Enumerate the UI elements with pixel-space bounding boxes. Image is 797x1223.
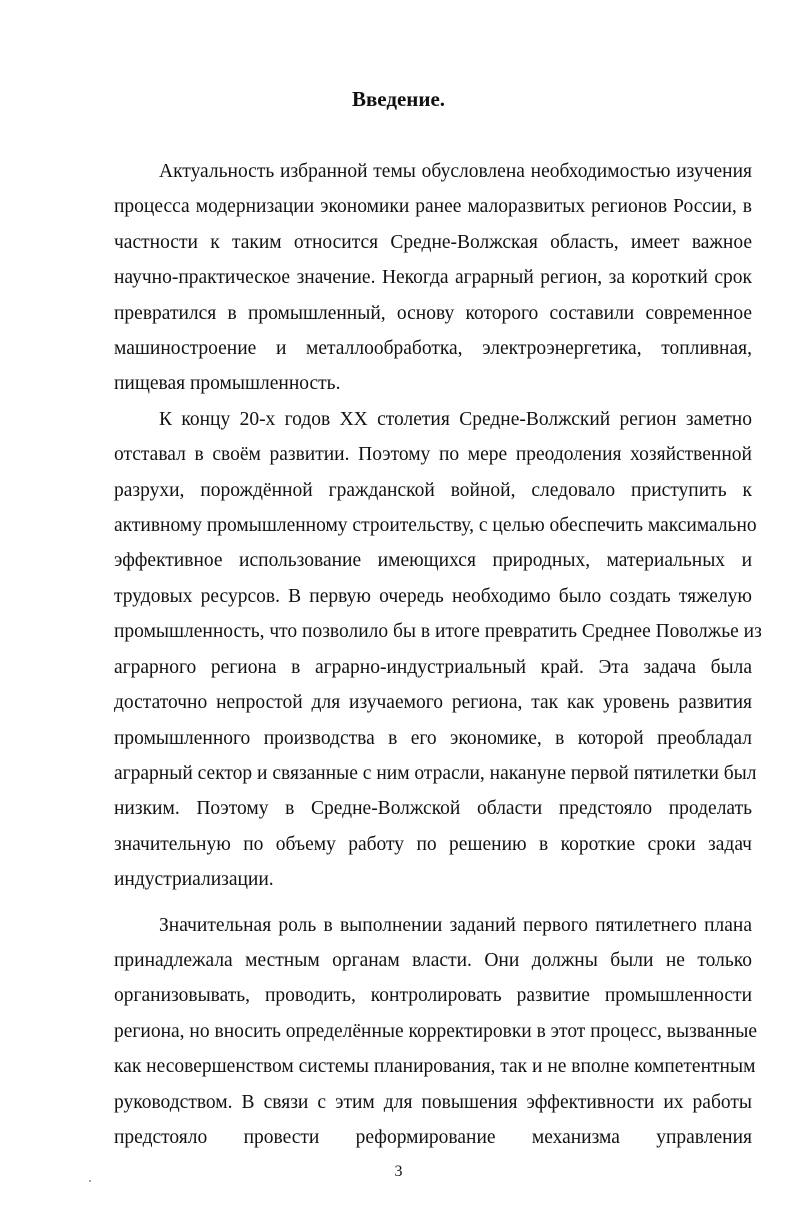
text-line: принадлежала местным органам власти. Они должны были не только	[114, 949, 752, 971]
text-line: Значительная роль в выполнении заданий первого пятилетнего плана	[159, 914, 752, 936]
section-title: Введение.	[351, 87, 446, 111]
text-line: Актуальность избранной темы обусловлена необходимостью изучения	[159, 161, 752, 182]
text-line: частности к таким относится Средне-Волжская область, имеет важное	[114, 231, 752, 253]
text-line: промышленность, что позволило бы в итоге превратить Среднее Поволжье из	[114, 621, 762, 643]
paragraph-3	[114, 908, 758, 1156]
text-line: индустриализации.	[114, 869, 274, 891]
page-number: 3	[394, 1163, 403, 1180]
text-line: превратился в промышленный, основу которого составили современное	[114, 302, 752, 324]
scan-artifact-dot	[89, 1180, 91, 1182]
text-line: низким. Поэтому в Средне-Волжской области предстояло проделать	[114, 798, 752, 820]
text-line: региона, но вносить определённые корректировки в этот процесс, вызванные	[114, 1020, 758, 1042]
body-text	[114, 154, 762, 1155]
text-line: процесса модернизации экономики ранее малоразвитых регионов России, в	[114, 196, 752, 218]
text-line: научно-практическое значение. Некогда аграрный регион, за короткий срок	[114, 267, 752, 289]
text-line: промышленного производства в его экономике, в которой преобладал	[114, 727, 752, 749]
text-line: машиностроение и металлообработка, электроэнергетика, топливная,	[114, 338, 752, 360]
text-line: аграрного региона в аграрно-индустриальный край. Эта задача была	[114, 656, 752, 678]
text-line: разрухи, порождённой гражданской войной, следовало приступить к	[114, 479, 752, 501]
paragraph-1	[114, 154, 752, 402]
text-line: достаточно непростой для изучаемого региона, так как уровень развития	[114, 692, 752, 714]
text-line: отставал в своём развитии. Поэтому по мере преодоления хозяйственной	[114, 444, 752, 466]
text-line: трудовых ресурсов. В первую очередь необходимо было создать тяжелую	[114, 585, 752, 607]
paragraph-2	[114, 402, 762, 898]
text-line: руководством. В связи с этим для повышения эффективности их работы	[114, 1091, 752, 1113]
paragraph-gap	[114, 898, 752, 908]
text-line: активному промышленному строительству, с целью обеспечить максимально	[114, 515, 757, 537]
text-line: аграрный сектор и связанные с ним отрасли, накануне первой пятилетки был	[114, 762, 757, 784]
text-line: организовывать, проводить, контролировать развитие промышленности	[114, 985, 752, 1007]
text-line: К концу 20-х годов XX столетия Средне-Волжский регион заметно	[159, 408, 752, 430]
text-line: пищевая промышленность.	[114, 373, 341, 395]
text-line: эффективное использование имеющихся природных, материальных и	[114, 550, 752, 572]
text-line: как несовершенством системы планирования, так и не вполне компетентным	[114, 1056, 756, 1078]
text-line: значительную по объему работу по решению в короткие сроки задач	[114, 833, 752, 855]
text-line: предстояло провести реформирование механизма управления	[114, 1126, 752, 1148]
